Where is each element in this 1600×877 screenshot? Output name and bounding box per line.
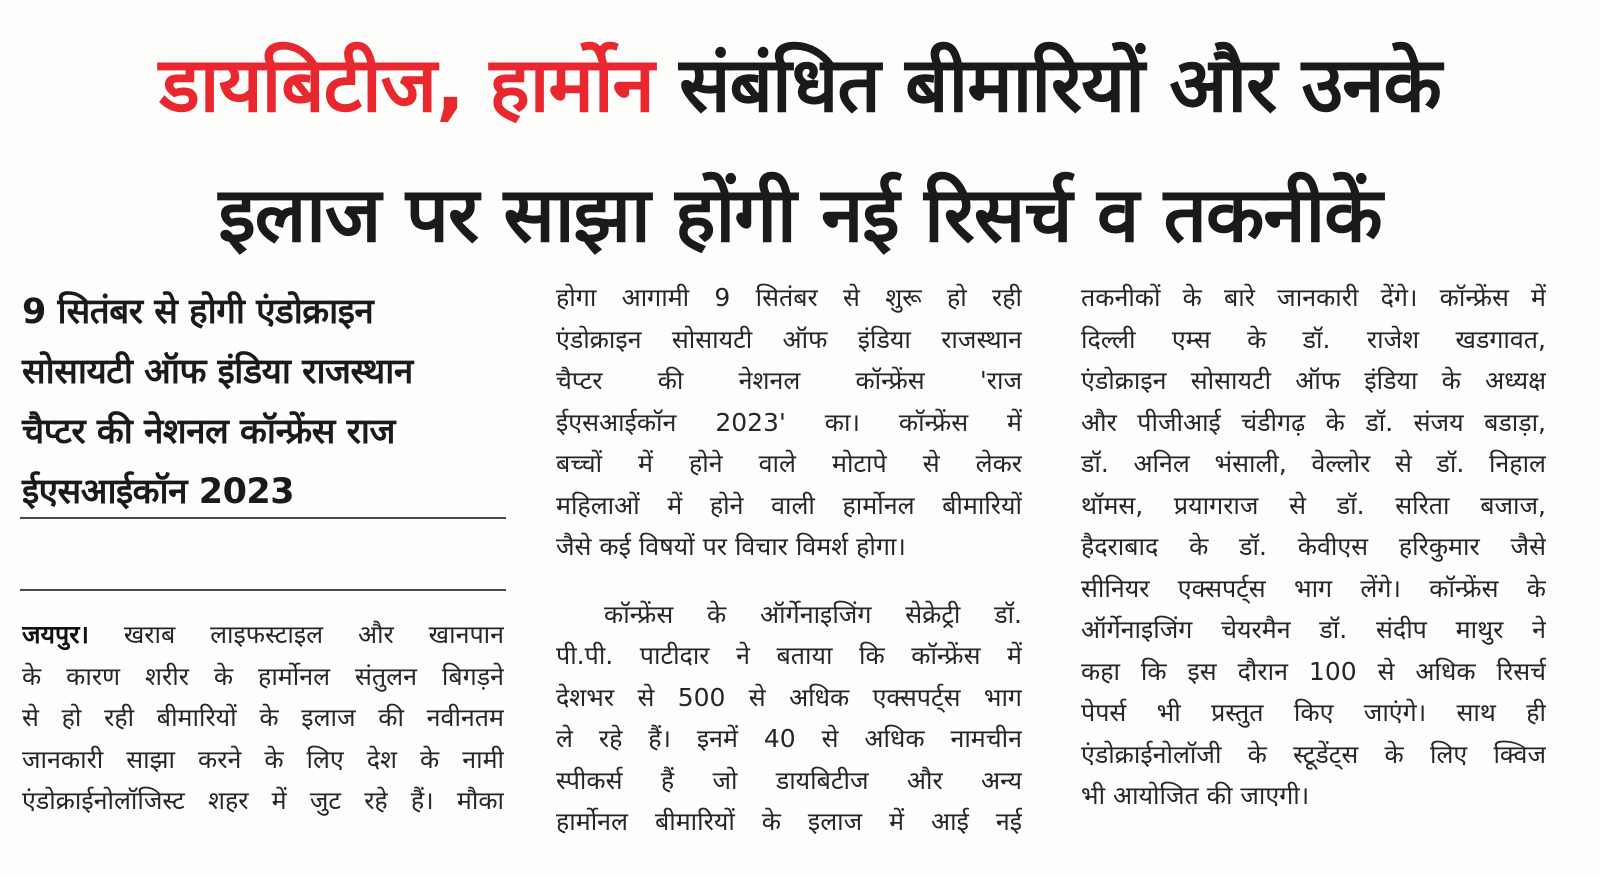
subheadline-line: चैप्टर की नेशनल कॉन्फ्रेंस राज — [22, 412, 395, 452]
text-line: पी.पी. पाटीदार ने बताया कि कॉन्फ्रेंस में — [556, 641, 1022, 670]
divider-rule — [20, 589, 506, 591]
text-line: एंडोक्राइन सोसायटी ऑफ इंडिया राजस्थान — [556, 324, 1022, 354]
text-line: हैदराबाद के डॉ. केवीएस हरिकुमार जैसे — [1081, 532, 1546, 561]
text-line: डॉ. अनिल भंसाली, वेल्लोर से डॉ. निहाल — [1081, 449, 1546, 478]
text-line: ऑर्गेनाइजिंग चेयरमैन डॉ. संदीप माथुर ने — [1081, 615, 1546, 644]
text-line: बच्चों में होने वाले मोटापे से लेकर — [556, 449, 1022, 478]
text-line: एंडोक्राइन सोसायटी ऑफ इंडिया के अध्यक्ष — [1081, 366, 1546, 395]
divider-rule — [20, 517, 506, 519]
text-line: स्पीकर्स हैं जो डायबिटीज और अन्य — [556, 765, 1022, 795]
text-line: एंडोक्राईनोलॉजिस्ट शहर में जुट रहे हैं। मौका — [22, 786, 504, 815]
text-line: होगा आगामी 9 सितंबर से शुरू हो रही — [556, 283, 1022, 312]
article-column-3 — [1081, 277, 1546, 817]
text-line: जैसे कई विषयों पर विचार विमर्श होगा। — [556, 532, 906, 561]
article-column-1 — [22, 614, 504, 822]
dateline: जयपुर। — [22, 620, 89, 649]
text-line: देशभर से 500 से अधिक एक्सपर्ट्स भाग — [556, 682, 1022, 712]
text-line: तकनीकों के बारे जानकारी देंगे। कॉन्फ्रेंस में — [1081, 283, 1546, 312]
text-line: ईएसआईकॉन 2023' का। कॉन्फ्रेंस में — [556, 407, 1022, 437]
subheadline-line: 9 सितंबर से होगी एंडोक्राइन — [22, 292, 374, 332]
text-line: दिल्ली एम्स के डॉ. राजेश खडगावत, — [1081, 324, 1546, 354]
text-line: सीनियर एक्सपर्ट्स भाग लेंगे। कॉन्फ्रेंस के — [1081, 573, 1546, 603]
text-line: थॉमस, प्रयागराज से डॉ. सरिता बजाज, — [1081, 490, 1546, 520]
text-line: महिलाओं में होने वाली हार्मोनल बीमारियों — [556, 490, 1022, 520]
text-line: कॉन्फ्रेंस के ऑर्गेनाइजिंग सेक्रेट्री डॉ. — [604, 599, 1022, 629]
subheadline — [22, 282, 512, 522]
text-line: हार्मोनल बीमारियों के इलाज में आई नई — [556, 807, 1022, 836]
article-column-2 — [556, 277, 1022, 843]
text-span: खराब लाइफस्टाइल और खानपान — [88, 620, 504, 649]
headline-rest: संबंधित बीमारियों और उनके — [653, 40, 1441, 129]
headline-line-1 — [10, 30, 1590, 140]
text-line: भी आयोजित की जाएगी। — [1081, 781, 1310, 810]
text-line: ले रहे हैं। इनमें 40 से अधिक नामचीन — [556, 724, 1022, 753]
text-line — [22, 614, 504, 656]
text-line: कहा कि इस दौरान 100 से अधिक रिसर्च — [1081, 656, 1546, 686]
text-line: और पीजीआई चंडीगढ़ के डॉ. संजय बडाड़ा, — [1081, 407, 1546, 437]
text-line: पेपर्स भी प्रस्तुत किए जाएंगे। साथ ही — [1081, 698, 1546, 727]
headline-line-2: इलाज पर साझा होंगी नई रिसर्च व तकनीकें — [218, 170, 1382, 259]
subheadline-line: सोसायटी ऑफ इंडिया राजस्थान — [22, 352, 413, 392]
paragraph-gap — [556, 568, 1022, 594]
text-line: जानकारी साझा करने के लिए देश के नामी — [22, 744, 504, 774]
text-line: चैप्टर की नेशनल कॉन्फ्रेंस 'राज — [556, 366, 1022, 395]
text-line: से हो रही बीमारियों के इलाज की नवीनतम — [22, 703, 504, 732]
text-line: के कारण शरीर के हार्मोनल संतुलन बिगड़ने — [22, 661, 504, 691]
subheadline-line: ईएसआईकॉन 2023 — [22, 472, 295, 512]
headline-highlight: डायबिटीज, हार्मोन — [159, 40, 654, 129]
text-line: एंडोक्राईनोलॉजी के स्टूडेंट्स के लिए क्विज — [1081, 739, 1546, 769]
